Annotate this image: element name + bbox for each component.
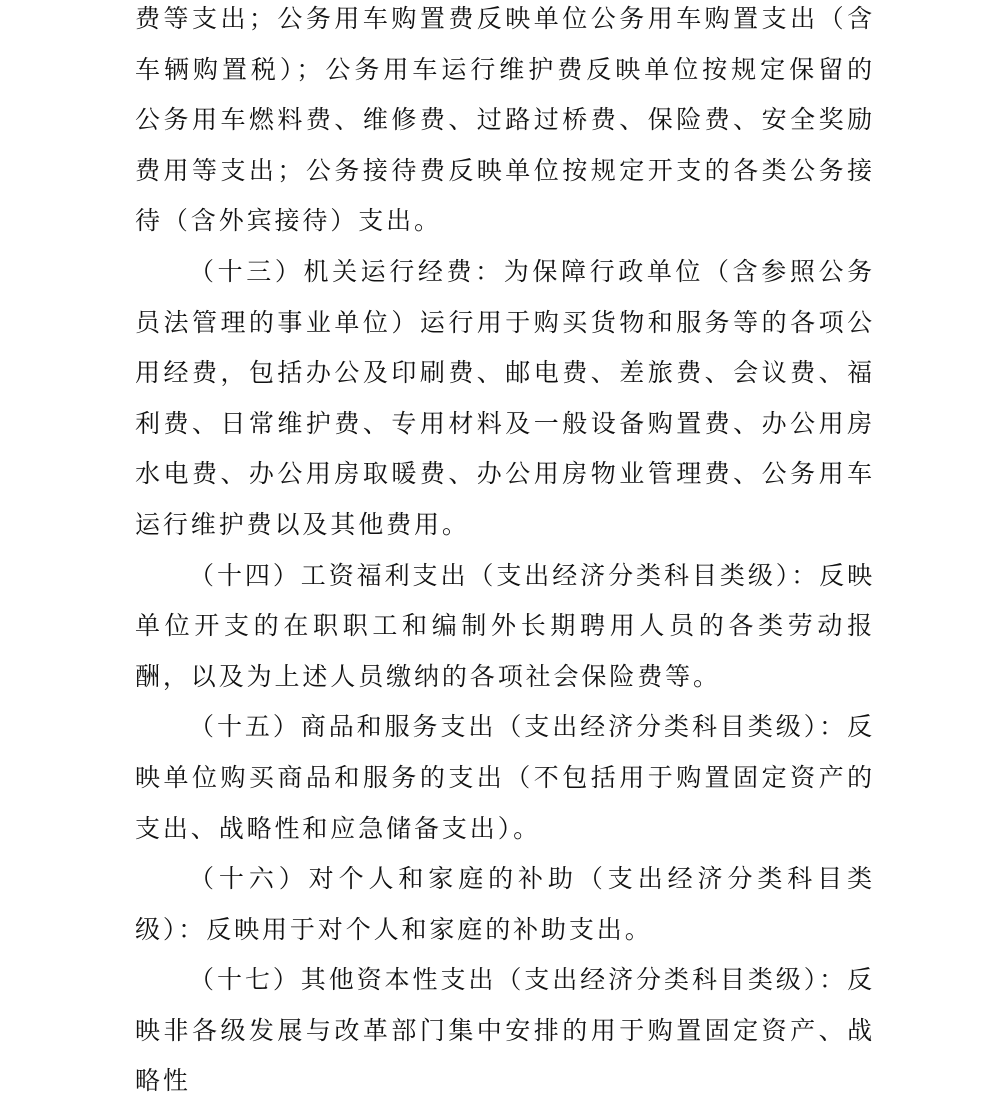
paragraph-16-household-subsidies <box>135 854 875 955</box>
paragraph-14-heading: （十四）工资福利支出（支出经济分类科目类级）： <box>189 560 820 590</box>
paragraph-15-body: 反映单位购买商品和服务的支出（不包括用于购置固定资产的支出、战略性和应急储备支出）。 <box>135 712 875 843</box>
paragraph-continued-body: 费等支出；公务用车购置费反映单位公务用车购置支出（含车辆购置税）；公务用车运行维护费反映单位按规定保留的公务用车燃料费、维修费、过路过桥费、保险费、安全奖励费用等支出；公务接待费反映单位按规定开支的各类公务接待（含外宾接待）支出。 <box>135 4 875 236</box>
paragraph-14-body: 反映单位开支的在职职工和编制外长期聘用人员的各类劳动报酬，以及为上述人员缴纳的各项社会保险费等。 <box>135 560 875 691</box>
paragraph-17-other-capital-expenditure <box>135 955 875 1107</box>
paragraph-13-agency-operating-expenses <box>135 247 875 551</box>
paragraph-13-body: 为保障行政单位（含参照公务员法管理的事业单位）运行用于购买货物和服务等的各项公用经费，包括办公及印刷费、邮电费、差旅费、会议费、福利费、日常维护费、专用材料及一般设备购置费、办公用房水电费、办公用房取暖费、办公用房物业管理费、公务用车运行维护费以及其他费用。 <box>135 256 876 539</box>
paragraph-16-heading: （十六）对个人和家庭的补助（支出经济分类科目类级）： <box>135 864 875 944</box>
paragraph-17-body: 反映非各级发展与改革部门集中安排的用于购置固定资产、战略性 <box>135 965 875 1096</box>
paragraph-13-heading: （十三）机关运行经费： <box>189 256 504 286</box>
paragraph-17-heading: （十七）其他资本性支出（支出经济分类科目类级）： <box>189 965 848 995</box>
paragraph-14-wages-welfare <box>135 551 875 703</box>
paragraph-15-goods-services <box>135 702 875 854</box>
paragraph-16-body: 反映用于对个人和家庭的补助支出。 <box>206 914 653 944</box>
paragraph-15-heading: （十五）商品和服务支出（支出经济分类科目类级）： <box>189 712 848 742</box>
document-page <box>135 0 875 1107</box>
paragraph-continued <box>135 0 875 247</box>
